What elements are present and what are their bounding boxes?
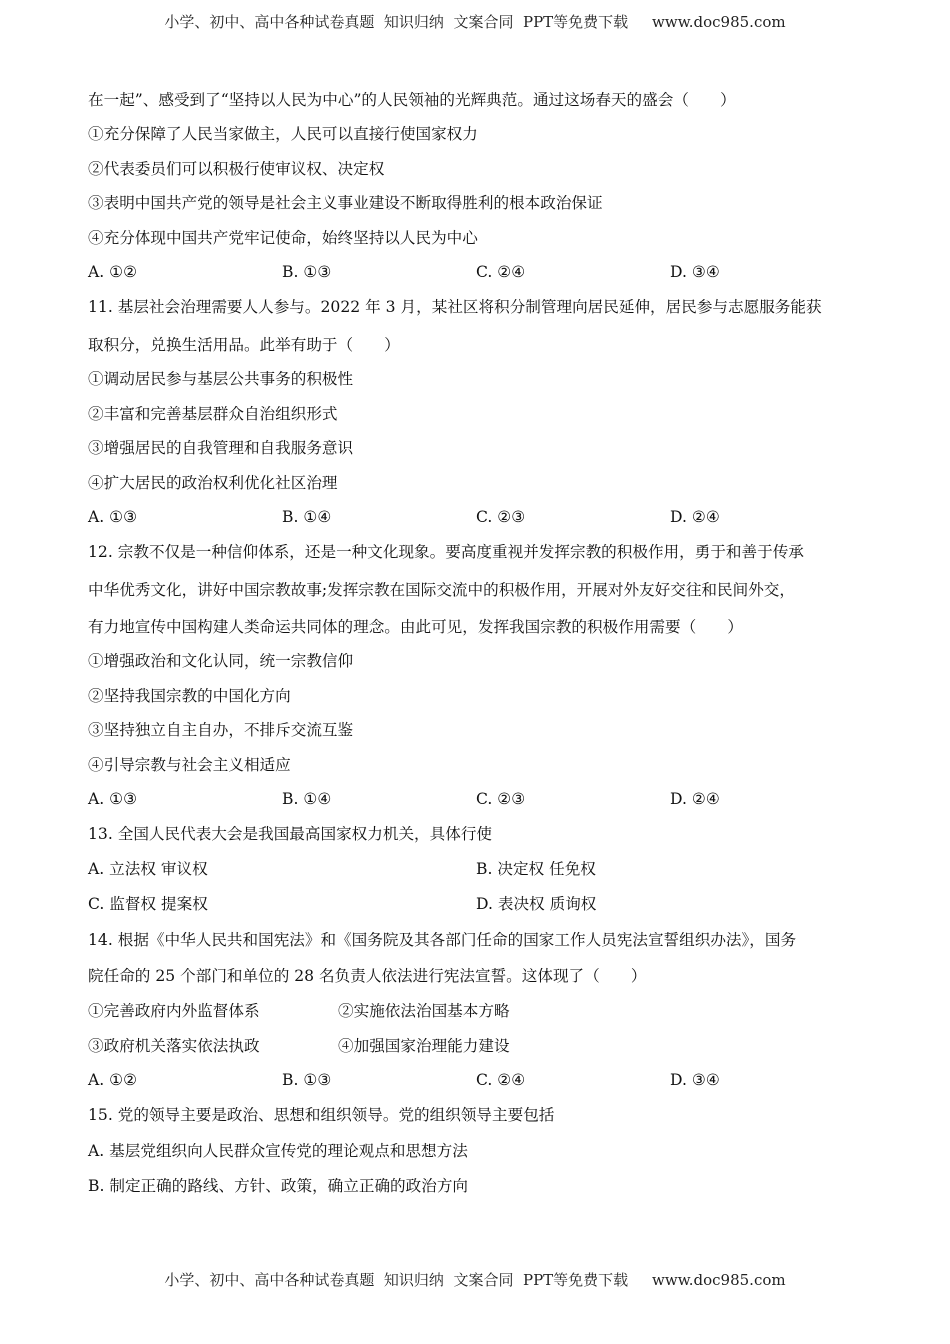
q12-item-3: ③坚持独立自主自办，不排斥交流互鉴 [88,721,354,739]
q14-item-1: ①完善政府内外监督体系 [88,1002,260,1020]
q15-stem: 15. 党的领导主要是政治、思想和组织领导。党的组织领导主要包括 [88,1106,555,1124]
q14-options [88,1070,858,1090]
q10-item-2: ②代表委员们可以积极行使审议权、决定权 [88,160,385,178]
q12-option-b: B. ①④ [282,790,332,808]
q14-option-a: A. ①② [88,1071,138,1089]
q14-items-row-2 [88,1036,858,1056]
q14-stem-line-2: 院任命的 25 个部门和单位的 28 名负责人依法进行宪法宣誓。这体现了（ ） [88,967,647,985]
q11-stem-line-2: 取积分，兑换生活用品。此举有助于（ ） [88,336,400,354]
q11-option-b: B. ①④ [282,508,332,526]
q13-stem: 13. 全国人民代表大会是我国最高国家权力机关，具体行使 [88,825,493,843]
q15-option-a: A. 基层党组织向人民群众宣传党的理论观点和思想方法 [88,1142,468,1160]
q13-options-row-2 [88,894,858,914]
q12-stem-line-1: 12. 宗教不仅是一种信仰体系，还是一种文化现象。要高度重视并发挥宗教的积极作用，勇于和善于传承 [88,543,804,561]
q10-stem-tail: 在一起”、感受到了“坚持以人民为中心”的人民领袖的光辉典范。通过这场春天的盛会（ ） [88,91,736,109]
q10-option-c: C. ②④ [476,263,526,281]
q13-options-row-1 [88,859,858,879]
q13-option-a: A. 立法权 审议权 [88,860,208,878]
q11-options [88,507,858,527]
q11-stem-line-1: 11. 基层社会治理需要人人参与。2022 年 3 月，某社区将积分制管理向居民延伸，居民参与志愿服务能获 [88,298,822,316]
q10-item-3: ③表明中国共产党的领导是社会主义事业建设不断取得胜利的根本政治保证 [88,194,603,212]
q11-option-c: C. ②③ [476,508,526,526]
q10-option-b: B. ①③ [282,263,332,281]
q14-item-2: ②实施依法治国基本方略 [338,1002,510,1020]
q11-option-a: A. ①③ [88,508,138,526]
q11-option-d: D. ②④ [670,508,720,526]
q12-option-c: C. ②③ [476,790,526,808]
q13-option-d: D. 表决权 质询权 [476,895,597,913]
q14-items-row-1 [88,1001,858,1021]
q14-item-3: ③政府机关落实依法执政 [88,1037,260,1055]
q13-option-c: C. 监督权 提案权 [88,895,208,913]
page-header: 小学、初中、高中各种试卷真题 知识归纳 文案合同 PPT等免费下载 www.doc985.com [164,13,786,31]
q12-stem-line-3: 有力地宣传中国构建人类命运共同体的理念。由此可见，发挥我国宗教的积极作用需要（ ） [88,618,743,636]
page-footer: 小学、初中、高中各种试卷真题 知识归纳 文案合同 PPT等免费下载 www.doc985.com [164,1271,786,1289]
q12-item-2: ②坚持我国宗教的中国化方向 [88,687,291,705]
q14-stem-line-1: 14. 根据《中华人民共和国宪法》和《国务院及其各部门任命的国家工作人员宪法宣誓组织办法》，国务 [88,931,797,949]
q12-options [88,789,858,809]
q14-item-4: ④加强国家治理能力建设 [338,1037,510,1055]
q10-option-a: A. ①② [88,263,138,281]
q10-option-d: D. ③④ [670,263,720,281]
q10-options [88,262,858,282]
q12-item-1: ①增强政治和文化认同，统一宗教信仰 [88,652,354,670]
q11-item-1: ①调动居民参与基层公共事务的积极性 [88,370,354,388]
q12-option-d: D. ②④ [670,790,720,808]
q12-option-a: A. ①③ [88,790,138,808]
q14-option-d: D. ③④ [670,1071,720,1089]
q11-item-2: ②丰富和完善基层群众自治组织形式 [88,405,338,423]
q10-item-4: ④充分体现中国共产党牢记使命，始终坚持以人民为中心 [88,229,478,247]
q14-option-b: B. ①③ [282,1071,332,1089]
q11-item-4: ④扩大居民的政治权利优化社区治理 [88,474,338,492]
q11-item-3: ③增强居民的自我管理和自我服务意识 [88,439,354,457]
q10-item-1: ①充分保障了人民当家做主，人民可以直接行使国家权力 [88,125,478,143]
q14-option-c: C. ②④ [476,1071,526,1089]
q12-item-4: ④引导宗教与社会主义相适应 [88,756,291,774]
q12-stem-line-2: 中华优秀文化，讲好中国宗教故事;发挥宗教在国际交流中的积极作用，开展对外友好交往和民间外交， [88,581,795,599]
q15-option-b: B. 制定正确的路线、方针、政策，确立正确的政治方向 [88,1177,469,1195]
q13-option-b: B. 决定权 任免权 [476,860,596,878]
